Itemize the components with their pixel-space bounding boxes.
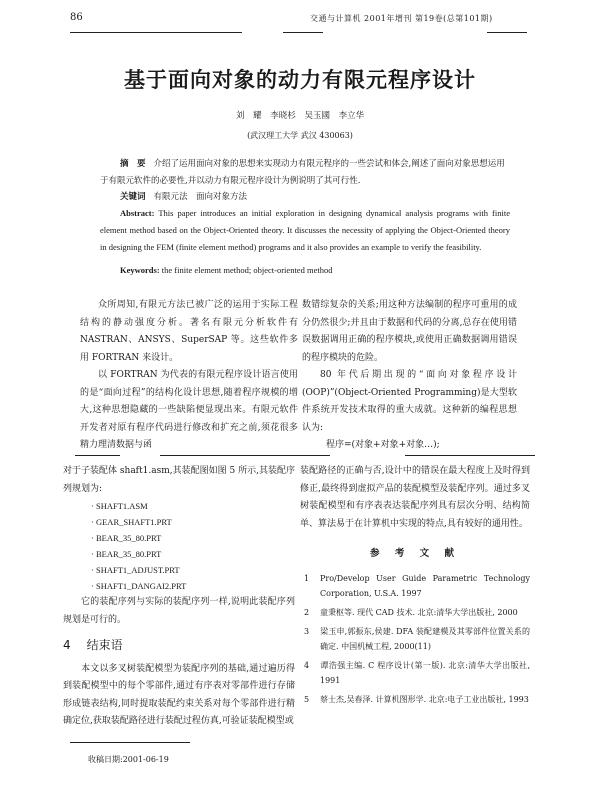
abstract-en-label: Abstract: [120, 208, 155, 218]
reference-item: 1 Pro/Develop User Guide Parametric Technology Corporation, U.S.A. 1997 [304, 573, 530, 598]
journal-header: 交通与计算机 2001年增刊 第19卷(总第101期) [310, 14, 493, 23]
article-authors: 刘 耀 李晓杉 吴玉國 李立华 [235, 111, 365, 121]
body-top-left-column [80, 297, 298, 455]
reference-item: 5 蔡士杰,吴春泽. 计算机图形学. 北京:电子工业出版社, 1993 [304, 694, 529, 704]
formula: 程序=(对象+对象+对象…); [326, 440, 440, 450]
list-item: · BEAR_35_80.PRT [91, 546, 295, 562]
header-rule-right [487, 32, 527, 33]
list-item: · SHAFT1_ADJUST.PRT [91, 562, 295, 578]
article-affiliation: (武汉理工大学 武汉 430063) [247, 131, 353, 140]
header-rule-mid [283, 32, 323, 33]
body-bottom-right-column [300, 463, 530, 711]
paragraph: 众所周知,有限元方法已被广泛的运用于实际工程结构的静动强度分析。著名有限元分析软件有 NASTRAN、ANSYS、SuperSAP 等。这些软件多用 FORTRAN 来设计。 [80, 300, 298, 363]
keywords-cn-text: 有限元法 面向对象方法 [153, 192, 248, 202]
keywords-en-label: Keywords: [120, 265, 160, 275]
keywords-cn-label: 关键词 [120, 192, 146, 202]
abstract-cn [100, 156, 510, 190]
section-rule-1 [75, 455, 120, 456]
footnote-rule [70, 742, 190, 743]
paragraph: 装配路径的正确与否,设计中的错误在最大程度上及时得到修正,最终得到虚拟产品的装配模型及装配序列。通过多叉树装配模型和有序表表达装配序列具有层次分明、结构简单、算法易于在计算机中实现的特点,具有较好的通用性。 [300, 466, 530, 529]
paragraph: 对于子装配体 shaft1.asm,其装配图如图 5 所示,其装配序列规划为: [63, 466, 295, 494]
references-title: 参 考 文 献 [370, 548, 460, 559]
paragraph: 以 FORTRAN 为代表的有限元程序设计语言使用的是“面向过程”的结构化设计思想,随着程序规模的增大,这种思想隐藏的一些缺陷便显现出来。有限元软件开发者对原有程序代码进行修改和扩充之前,须花很多精力理清数据与函 [80, 370, 298, 450]
paragraph: 它的装配序列与实际的装配序列一样,说明此装配序列规划是可行的。 [63, 597, 295, 625]
received-date: 收稿日期:2001-06-19 [88, 755, 169, 764]
keywords-en [120, 265, 332, 275]
abstract-en [100, 205, 510, 256]
page-number: 86 [70, 12, 83, 23]
reference-item: 4 谭浩强主编. C 程序设计(第一版). 北京:清华大学出版社, 1991 [304, 660, 530, 685]
paragraph: 数错综复杂的关系;用这种方法编制的程序可重用的成分仍然很少;并且由于数据和代码的分离,总存在使用错误数据调用正确的程序模块,或使用正确数据调用错误的程序模块的危险。 [302, 300, 517, 363]
reference-item: 2 童秉枢等. 现代 CAD 技术. 北京:清华大学出版社, 2000 [304, 607, 518, 617]
keywords-cn [120, 190, 247, 202]
reference-item: 3 梁玉申,郭振东,侯建. DFA 装配建模及其零部件位置关系的确定. 中国机械工程, 2000(11) [304, 626, 530, 651]
abstract-cn-label: 摘 要 [120, 159, 146, 169]
paragraph: 本文以多叉树装配模型为装配序列的基础,通过遍历得到装配模型中的每个零部件,通过有序表对零部件进行存储形成链表结构,同时提取装配约束关系对每个零部件进行精确定位,获取装配路径进行装配过程仿真,可验证装配模型或 [63, 663, 295, 726]
section-rule-3 [405, 455, 535, 456]
body-bottom-left-column [63, 463, 295, 731]
section-number: 4 [63, 638, 71, 652]
list-item: · SHAFT1_DANGAI2.PRT [91, 578, 295, 594]
keywords-en-text: the finite element method; object-oriented method [161, 265, 333, 275]
abstract-en-text: This paper introduces an initial exploration in designing dynamical analysis programs with finite element method based on the Object-Oriented theory. It discusses the necessity of applying the Object-Oriented theory in designing the FEM (finite element method) programs and it also provides an example to verify the feasibility. [100, 208, 510, 252]
section-heading [63, 637, 295, 655]
list-item: · BEAR_35_80.PRT [91, 530, 295, 546]
assembly-sequence-list [63, 498, 295, 594]
article-title: 基于面向对象的动力有限元程序设计 [124, 67, 476, 92]
list-item: · SHAFT1.ASM [91, 498, 295, 514]
paragraph: 80 年代后期出现的“面向对象程序设计(OOP)”(Object-Oriented Programming)是大型软件系统开发技术取得的重大成就。这种新的编程思想认为: [302, 370, 517, 433]
section-rule-2 [160, 455, 330, 456]
abstract-cn-text: 介绍了运用面向对象的思想来实现动力有限元程序的一些尝试和体会,阐述了面向对象思想运用于有限元软件的必要性,并以动力有限元程序设计为例说明了其可行性. [100, 159, 505, 186]
list-item: · GEAR_SHAFT1.PRT [91, 514, 295, 530]
section-title: 结束语 [86, 638, 123, 652]
body-top-right-column [302, 297, 517, 455]
header-rule-left [70, 32, 242, 33]
